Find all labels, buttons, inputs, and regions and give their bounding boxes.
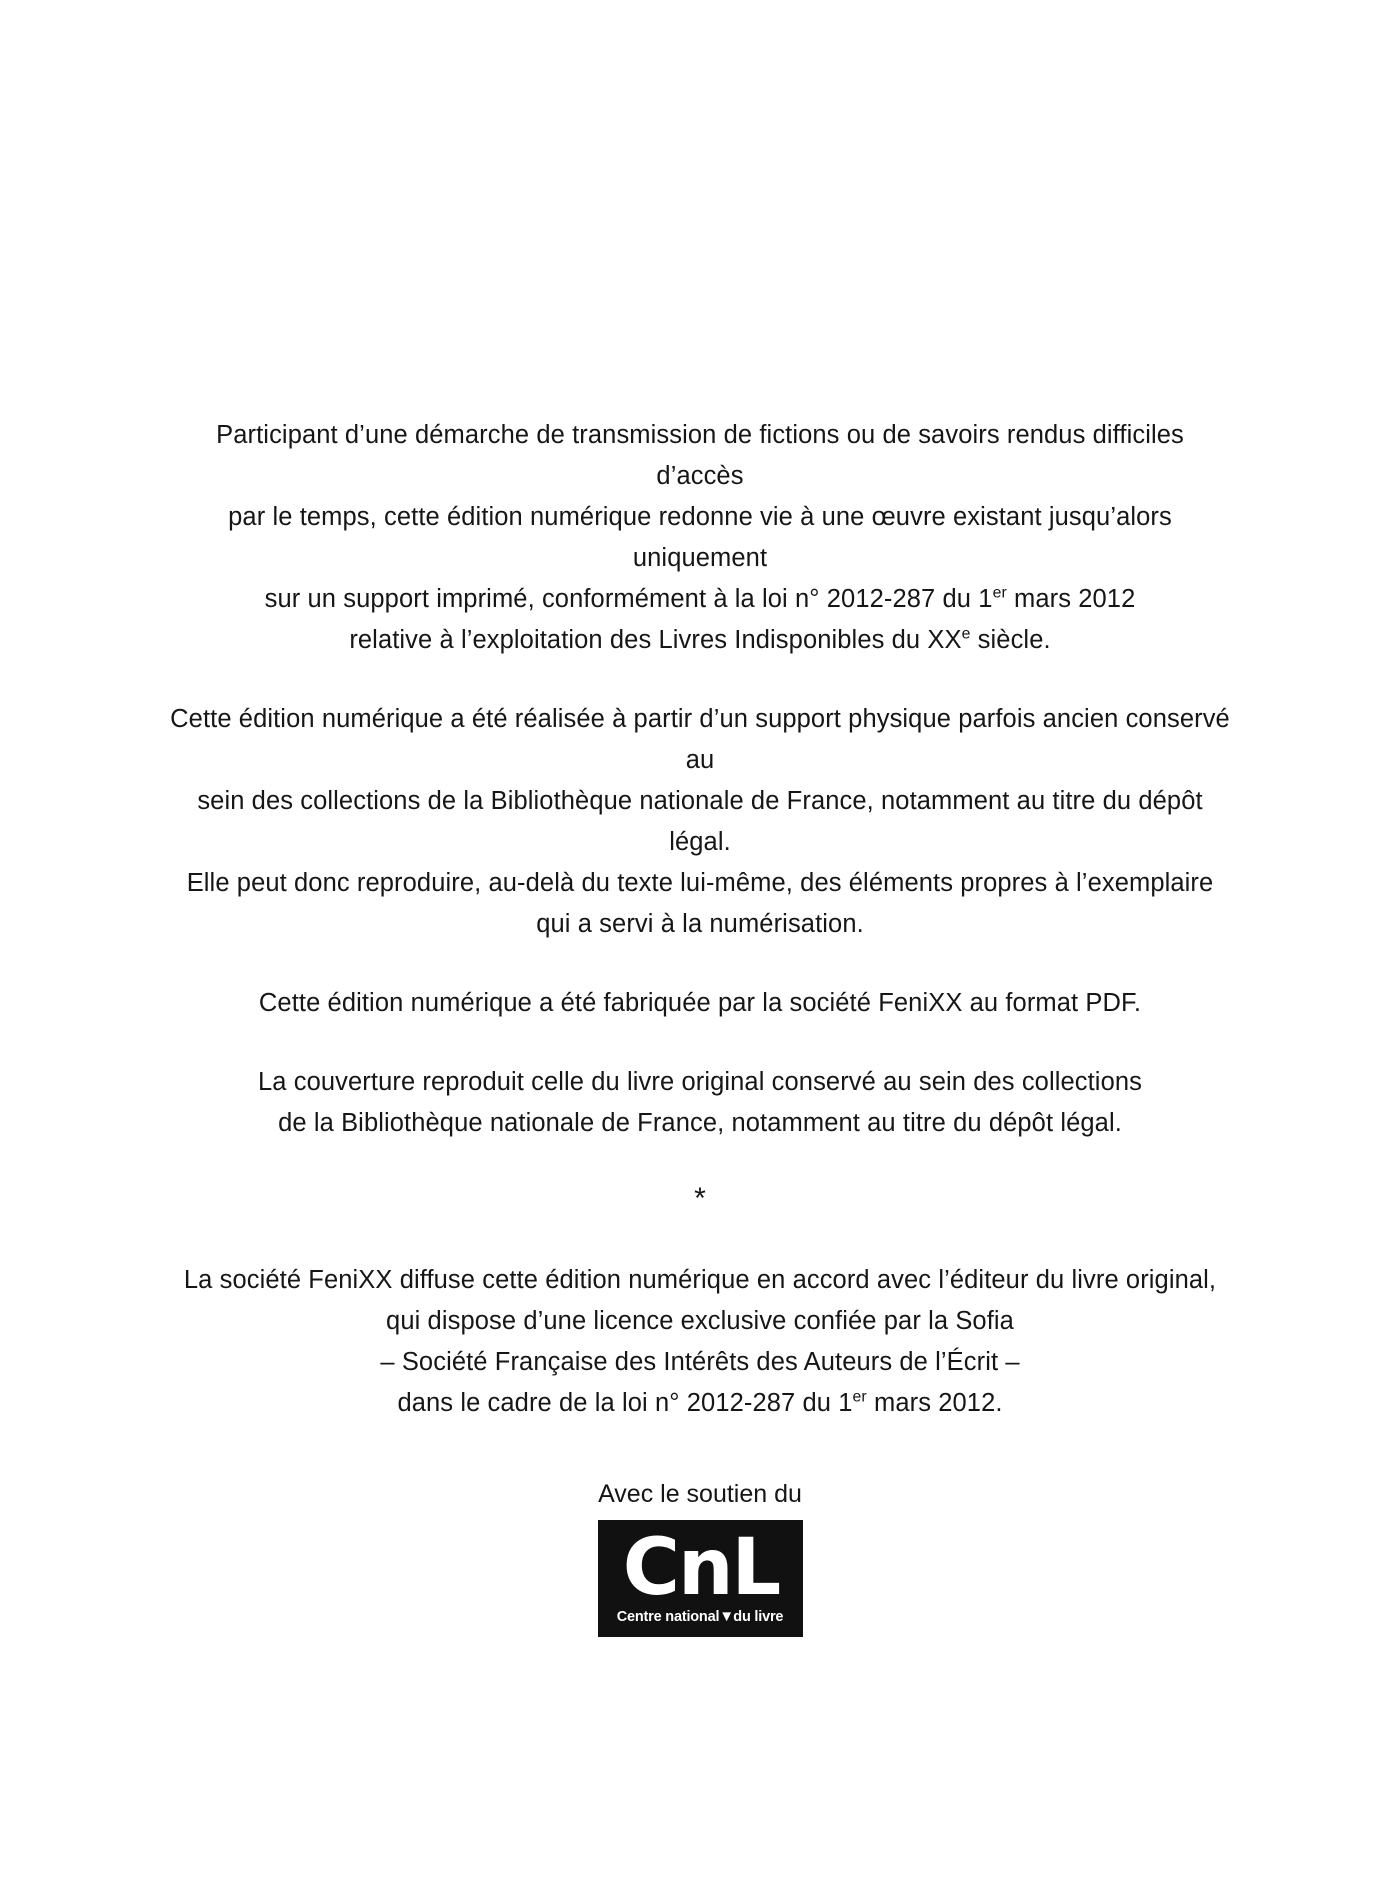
paragraph-fabrication [170, 983, 1230, 1024]
paragraph-support-line-2: sein des collections de la Bibliothèque nationale de France, notamment au titre du dépôt légal. [197, 787, 1203, 856]
cnl-subtitle-right: du livre [733, 1609, 784, 1625]
paragraph-couverture-line-2: de la Bibliothèque nationale de France, notamment au titre du dépôt légal. [278, 1109, 1122, 1137]
law-reference-date: mars 2012 [1006, 585, 1136, 613]
cnl-logo [598, 1520, 803, 1637]
support-logo-block [170, 1478, 1230, 1637]
century-reference-text: relative à l’exploitation des Livres Indisponibles du XX [349, 626, 962, 654]
law-reference-text: sur un support imprimé, conformément à la loi n° 2012-287 du 1 [264, 585, 993, 613]
paragraph-transmission-line-4 [349, 626, 1050, 654]
paragraph-support-physique [170, 699, 1230, 945]
cnl-subtitle-left: Centre national [616, 1609, 720, 1625]
diffusion-law-reference-text: dans le cadre de la loi n° 2012-287 du 1 [397, 1389, 853, 1417]
paragraph-fabrication-line-1: Cette édition numérique a été fabriquée par la société FeniXX au format PDF. [258, 989, 1142, 1017]
paragraph-transmission-line-1: Participant d’une démarche de transmission de fictions ou de savoirs rendus difficiles d’accès [216, 421, 1184, 490]
paragraph-support-line-1: Cette édition numérique a été réalisée à partir d’un support physique parfois ancien conservé au [170, 705, 1230, 774]
paragraph-support-line-4: qui a servi à la numérisation. [536, 910, 864, 938]
paragraph-diffusion [170, 1260, 1230, 1424]
paragraph-diffusion-line-3: – Société Française des Intérêts des Auteurs de l’Écrit – [380, 1348, 1020, 1376]
paragraph-diffusion-line-2: qui dispose d’une licence exclusive confiée par la Sofia [386, 1307, 1014, 1335]
paragraph-transmission-line-2: par le temps, cette édition numérique redonne vie à une œuvre existant jusqu’alors uniquement [228, 503, 1172, 572]
paragraph-couverture-line-1: La couverture reproduit celle du livre original conservé au sein des collections [258, 1068, 1142, 1096]
superscript-er-diffusion: er [852, 1388, 867, 1406]
diffusion-law-reference-date: mars 2012. [866, 1389, 1003, 1417]
paragraph-couverture [170, 1062, 1230, 1144]
paragraph-support-line-3: Elle peut donc reproduire, au-delà du texte lui-même, des éléments propres à l’exemplaire [186, 869, 1214, 897]
cnl-check-icon: ▼ [719, 1608, 734, 1625]
section-separator-asterisk: * [694, 1182, 706, 1215]
paragraph-transmission [170, 415, 1230, 661]
superscript-e: e [961, 625, 971, 643]
top-spacer [170, 0, 1230, 415]
paragraph-diffusion-line-4 [397, 1389, 1002, 1417]
paragraph-diffusion-line-1: La société FeniXX diffuse cette édition numérique en accord avec l’éditeur du livre original, [183, 1266, 1217, 1294]
cnl-acronym: CnL [622, 1523, 780, 1613]
superscript-er: er [992, 584, 1007, 602]
century-reference-suffix: siècle. [970, 626, 1051, 654]
paragraph-transmission-line-3 [265, 585, 1136, 613]
logo-caption: Avec le soutien du [598, 1480, 802, 1508]
cnl-subtitle [598, 1606, 803, 1629]
